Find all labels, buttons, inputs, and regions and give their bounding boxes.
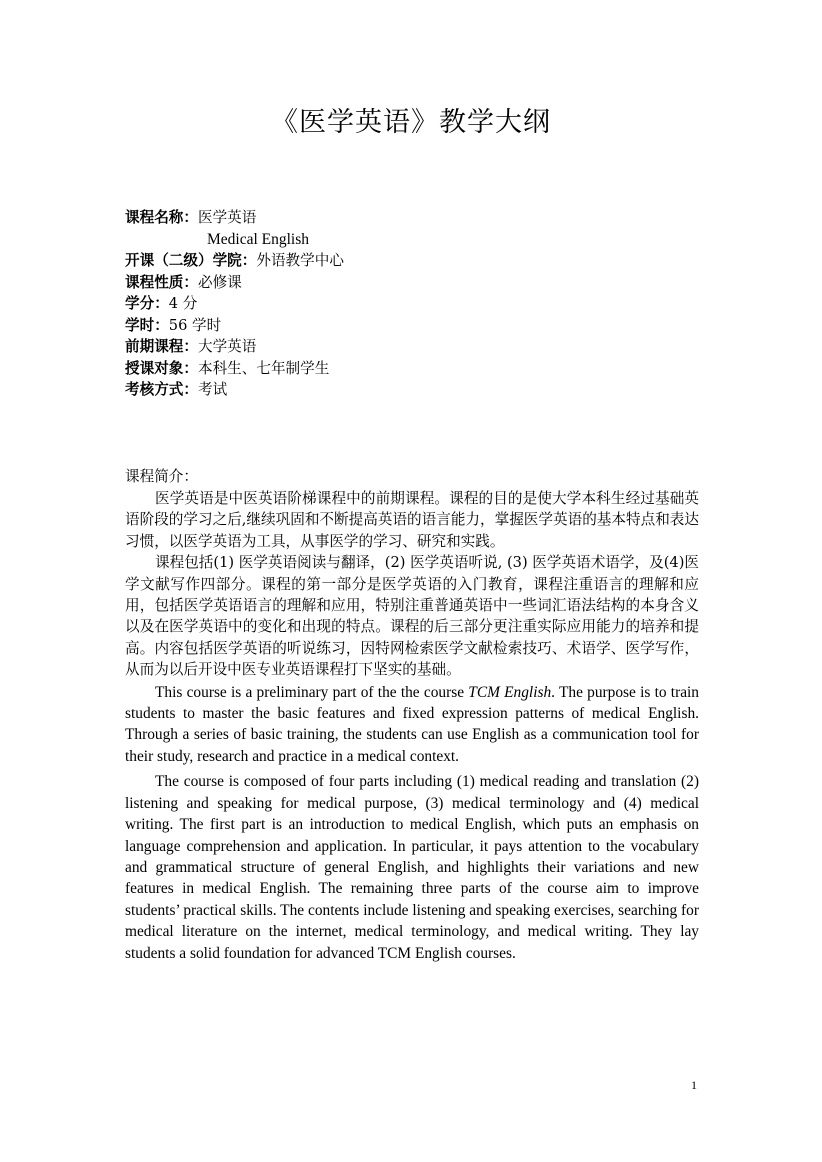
college-label: 开课（二级）学院： bbox=[125, 252, 257, 269]
intro-paragraph-zh-2: 课程包括(1) 医学英语阅读与翻译，(2) 医学英语听说, (3) 医学英语术语学，及(4)医学文献写作四部分。课程的第一部分是医学英语的入门教育，课程注重语言的理解和应用，包括医学英语语言的理解和应用，特别注重普通英语中一些词汇语法结构的本身含义以及在医学英语中的变化和出现的特点。课程的后三部分更注重实际应用能力的培养和提高。内容包括医学英语的听说练习，因特网检索医学文献检索技巧、术语学、医学写作，从而为以后开设中医专业英语课程打下坚实的基础。 bbox=[125, 554, 699, 679]
course-info bbox=[125, 207, 725, 401]
assessment-row bbox=[125, 379, 725, 401]
course-nature-row bbox=[125, 272, 725, 294]
prerequisite-value: 大学英语 bbox=[197, 338, 257, 355]
hours-label: 学时： bbox=[125, 316, 169, 334]
intro-paragraph-en-2: The course is composed of four parts including (1) medical reading and translation (2) listening and speaking for medical purpose, (3) medical terminology and (4) medical writing. The first part is an introduction to medical English, which puts an emphasis on language comprehension and application. In particular, it pays attention to the vocabulary and grammatical structure of general English, and highlights their variations and new features in medical English. The remaining three parts of the course aim to improve students’ practical skills. The contents include listening and speaking exercises, searching for medical literature on the internet, medical terminology, and medical writing. They lay students a solid foundation for advanced TCM English courses. bbox=[125, 773, 699, 962]
course-nature-label: 课程性质： bbox=[125, 273, 198, 291]
intro-paragraph-en-1-start: This course is a preliminary part of the the course bbox=[155, 683, 469, 701]
college-row bbox=[125, 250, 725, 272]
credits-label: 学分： bbox=[125, 295, 169, 312]
audience-value: 本科生、七年制学生 bbox=[197, 359, 330, 377]
page-number: 1 bbox=[691, 1078, 697, 1092]
intro-paragraph-en-1 bbox=[125, 682, 699, 768]
course-name-label: 课程名称： bbox=[125, 209, 198, 226]
course-introduction bbox=[125, 466, 699, 964]
course-nature-value: 必修课 bbox=[197, 273, 242, 291]
assessment-value: 考试 bbox=[197, 381, 228, 398]
audience-row bbox=[125, 358, 725, 380]
assessment-label: 考核方式： bbox=[125, 381, 198, 398]
course-name-row bbox=[125, 207, 725, 229]
credits-row bbox=[125, 293, 725, 315]
document-title: 《医学英语》教学大纲 bbox=[271, 107, 551, 138]
intro-paragraph-en-1-end: . The purpose is to train students to master the basic features and fixed expression patterns of medical English. Through a series of basic training, the students can use English as a communication tool for their study, research and practice in a medical context. bbox=[125, 683, 699, 765]
hours-value: 56 学时 bbox=[168, 316, 222, 334]
intro-paragraph-zh-1: 医学英语是中医英语阶梯课程中的前期课程。课程的目的是使大学本科生经过基础英语阶段的学习之后,继续巩固和不断提高英语的语言能力，掌握医学英语的基本特点和表达习惯，以医学英语为工具，从事医学的学习、研究和实践。 bbox=[125, 490, 699, 550]
course-name-value: 医学英语 bbox=[197, 209, 257, 226]
intro-paragraph-en-1-course-title: TCM English bbox=[468, 683, 552, 701]
course-name-english: Medical English bbox=[207, 230, 310, 248]
audience-label: 授课对象： bbox=[125, 359, 198, 377]
prerequisite-row bbox=[125, 336, 725, 358]
intro-heading: 课程简介： bbox=[125, 468, 198, 485]
college-value: 外语教学中心 bbox=[256, 252, 344, 269]
hours-row bbox=[125, 315, 725, 337]
prerequisite-label: 前期课程： bbox=[125, 338, 198, 355]
credits-value: 4 分 bbox=[168, 295, 198, 312]
